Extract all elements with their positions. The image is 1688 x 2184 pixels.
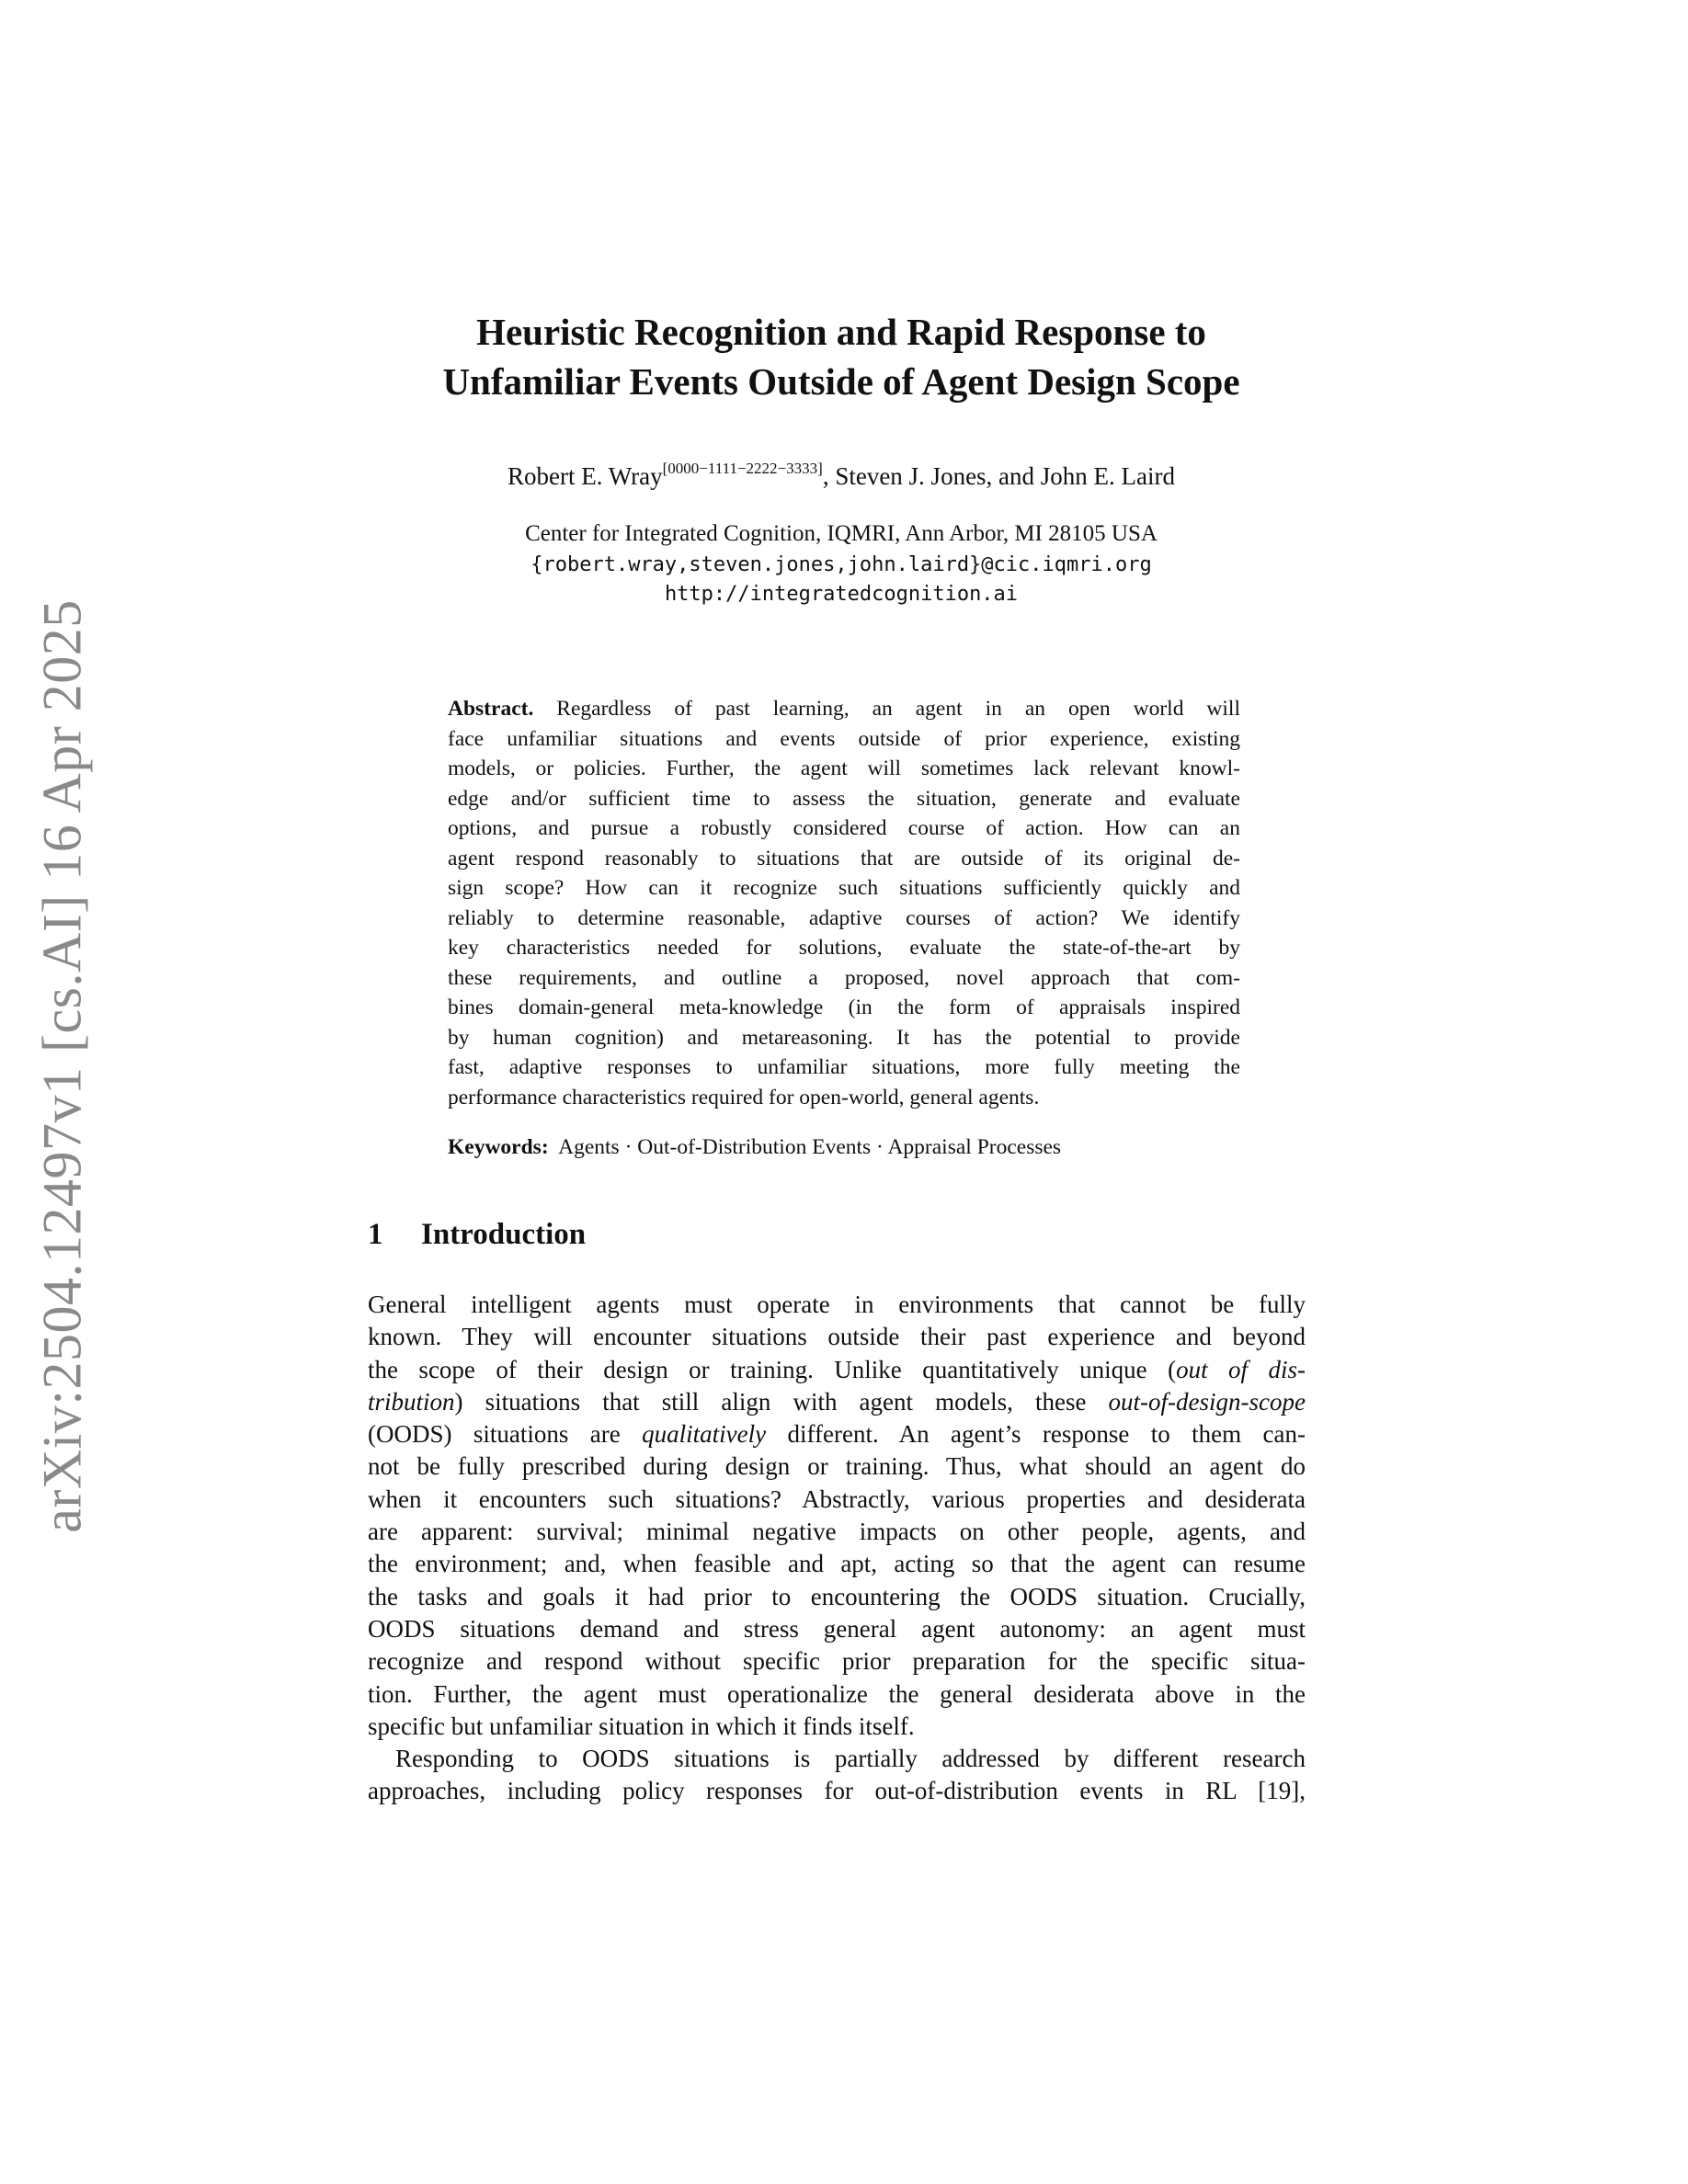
orcid-superscript: [0000−1111−2222−3333] <box>662 460 823 477</box>
arxiv-identifier-text: arXiv:2504.12497v1 [cs.AI] 16 Apr 2025 <box>31 599 92 1533</box>
section-heading <box>368 1218 586 1252</box>
body-line: Responding to OODS situations is partially addressed by different research <box>395 1745 1306 1773</box>
affiliation-email: {robert.wray,steven.jones,john.laird}@cic.iqmri.org <box>530 553 1152 576</box>
body-line: the scope of their design or training. Unlike quantitatively unique (out of dis- <box>368 1355 1306 1383</box>
body-line: are apparent: survival; minimal negative impacts on other people, agents, and <box>368 1518 1306 1546</box>
body-line: known. They will encounter situations outside their past experience and beyond <box>368 1323 1306 1351</box>
paper-title <box>349 307 1333 406</box>
keywords <box>448 1135 1240 1160</box>
author-list <box>349 462 1333 491</box>
keywords-label: Keywords: <box>448 1135 549 1159</box>
body-line: specific but unfamiliar situation in which it finds itself. <box>368 1712 915 1740</box>
body-line: approaches, including policy responses for out-of-distribution events in RL [19], <box>368 1777 1306 1805</box>
author-name: Robert E. Wray <box>507 462 663 490</box>
body-line: the environment; and, when feasible and apt, acting so that the agent can resume <box>368 1550 1306 1578</box>
body-line: recognize and respond without specific prior preparation for the specific situa- <box>368 1647 1306 1676</box>
body-line: tribution) situations that still align with agent models, these out-of-design-scope <box>368 1387 1306 1416</box>
abstract-line: these requirements, and outline a proposed, novel approach that com- <box>448 965 1240 990</box>
abstract-line: sign scope? How can it recognize such situations sufficiently quickly and <box>448 876 1240 900</box>
section-title: Introduction <box>421 1218 587 1251</box>
title-line: Unfamiliar Events Outside of Agent Design Scope <box>442 360 1240 403</box>
arxiv-identifier <box>0 588 124 1544</box>
abstract-line: by human cognition) and metareasoning. It has the potential to provide <box>448 1025 1240 1050</box>
abstract-line: key characteristics needed for solutions, evaluate the state-of-the-art by <box>448 936 1240 960</box>
affiliation-url: http://integratedcognition.ai <box>664 583 1019 606</box>
author-names-rest: , Steven J. Jones, and John E. Laird <box>822 462 1176 490</box>
abstract-line: options, and pursue a robustly considered course of action. How can an <box>448 816 1240 840</box>
affiliation-institution: Center for Integrated Cognition, IQMRI, Ann Arbor, MI 28105 USA <box>525 521 1158 546</box>
abstract-line: edge and/or sufficient time to assess the situation, generate and evaluate <box>448 786 1240 811</box>
body-line: the tasks and goals it had prior to encountering the OODS situation. Crucially, <box>368 1582 1306 1610</box>
abstract-line: models, or policies. Further, the agent will sometimes lack relevant knowl- <box>448 756 1240 780</box>
abstract-line: Abstract. Regardless of past learning, an agent in an open world will <box>448 697 1240 721</box>
abstract <box>448 694 1240 1112</box>
body-line: (OODS) situations are qualitatively different. An agent’s response to them can- <box>368 1420 1306 1449</box>
abstract-line: performance characteristics required for open-world, general agents. <box>448 1085 1040 1109</box>
abstract-line: agent respond reasonably to situations that are outside of its original de- <box>448 846 1240 870</box>
abstract-line: bines domain-general meta-knowledge (in the form of appraisals inspired <box>448 995 1240 1019</box>
abstract-line: fast, adaptive responses to unfamiliar situations, more fully meeting the <box>448 1055 1240 1079</box>
section-number: 1 <box>368 1218 383 1251</box>
body-line: when it encounters such situations? Abstractly, various properties and desiderata <box>368 1484 1306 1513</box>
body-line: not be fully prescribed during design or training. Thus, what should an agent do <box>368 1452 1306 1481</box>
body-line: OODS situations demand and stress general agent autonomy: an agent must <box>368 1614 1306 1643</box>
body-line: tion. Further, the agent must operationalize the general desiderata above in the <box>368 1679 1306 1708</box>
abstract-line: reliably to determine reasonable, adaptive courses of action? We identify <box>448 905 1240 930</box>
title-line: Heuristic Recognition and Rapid Response to <box>476 311 1206 353</box>
body-line: General intelligent agents must operate in environments that cannot be fully <box>368 1291 1306 1318</box>
abstract-label: Abstract. <box>448 697 534 721</box>
body-text <box>368 1289 1306 1808</box>
abstract-line: face unfamiliar situations and events outside of prior experience, existing <box>448 726 1240 751</box>
keywords-text: Agents · Out-of-Distribution Events · Appraisal Processes <box>558 1135 1062 1159</box>
